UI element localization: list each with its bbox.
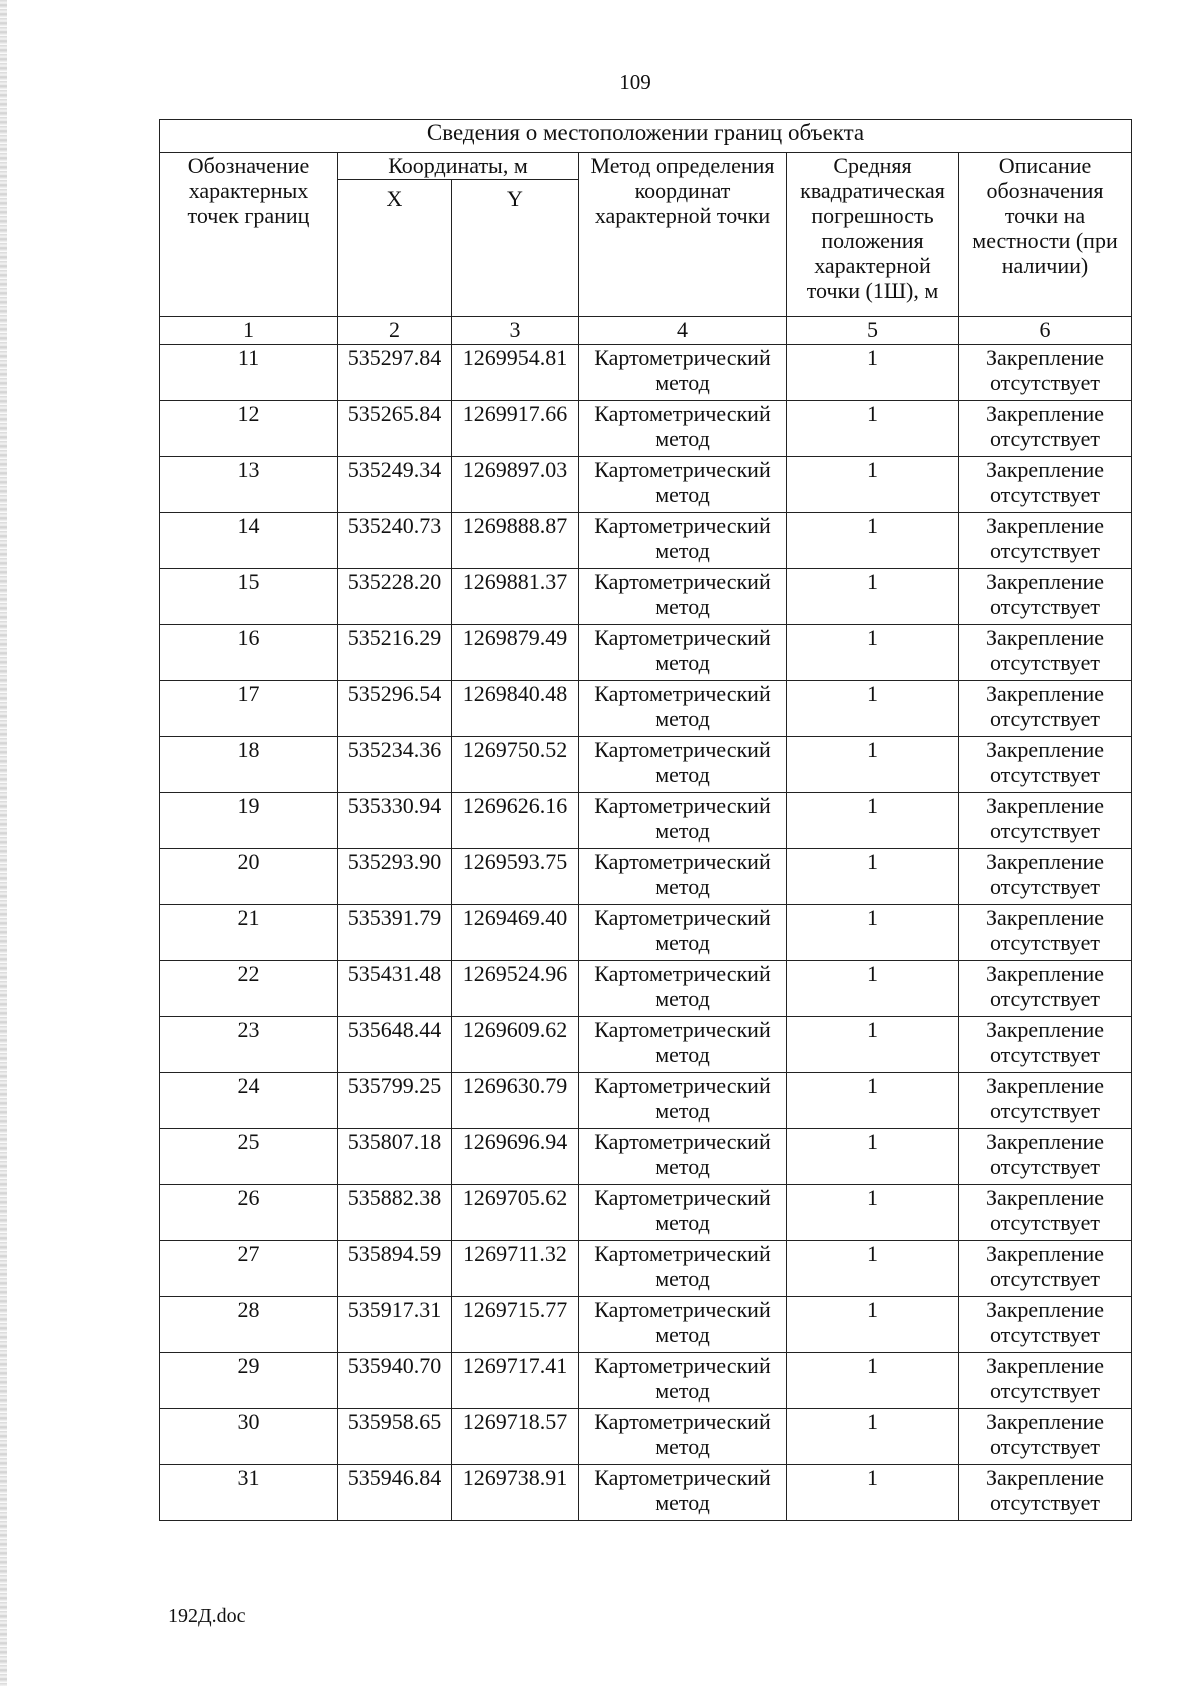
table-row [160, 1129, 1132, 1185]
point-cell: 31 [160, 1465, 338, 1521]
x-coordinate-cell: 535946.84 [338, 1465, 452, 1521]
table-row [160, 345, 1132, 401]
point-cell: 14 [160, 513, 338, 569]
error-cell: 1 [787, 1465, 959, 1521]
point-cell: 16 [160, 625, 338, 681]
description-cell: Закрепление отсутствует [959, 1073, 1132, 1129]
y-coordinate-cell: 1269593.75 [452, 849, 579, 905]
x-coordinate-cell: 535216.29 [338, 625, 452, 681]
table-row [160, 1297, 1132, 1353]
description-cell: Закрепление отсутствует [959, 1465, 1132, 1521]
column-number: 6 [959, 317, 1132, 345]
method-cell: Картометрический метод [579, 961, 787, 1017]
header-error: Средняя квадратическая погрешность положения характерной точки (1Ш), м [787, 153, 959, 317]
error-cell: 1 [787, 1353, 959, 1409]
y-coordinate-cell: 1269897.03 [452, 457, 579, 513]
point-cell: 30 [160, 1409, 338, 1465]
y-coordinate-cell: 1269717.41 [452, 1353, 579, 1409]
table-row [160, 961, 1132, 1017]
error-cell: 1 [787, 1129, 959, 1185]
method-cell: Картометрический метод [579, 1129, 787, 1185]
x-coordinate-cell: 535799.25 [338, 1073, 452, 1129]
y-coordinate-cell: 1269609.62 [452, 1017, 579, 1073]
description-cell: Закрепление отсутствует [959, 513, 1132, 569]
y-coordinate-cell: 1269954.81 [452, 345, 579, 401]
y-coordinate-cell: 1269630.79 [452, 1073, 579, 1129]
point-cell: 13 [160, 457, 338, 513]
point-cell: 17 [160, 681, 338, 737]
method-cell: Картометрический метод [579, 345, 787, 401]
description-cell: Закрепление отсутствует [959, 1017, 1132, 1073]
table-row [160, 625, 1132, 681]
x-coordinate-cell: 535807.18 [338, 1129, 452, 1185]
point-cell: 21 [160, 905, 338, 961]
description-cell: Закрепление отсутствует [959, 1129, 1132, 1185]
y-coordinate-cell: 1269696.94 [452, 1129, 579, 1185]
header-x: X [338, 180, 452, 317]
description-cell: Закрепление отсутствует [959, 793, 1132, 849]
method-cell: Картометрический метод [579, 905, 787, 961]
description-cell: Закрепление отсутствует [959, 849, 1132, 905]
error-cell: 1 [787, 513, 959, 569]
header-point: Обозначение характерных точек границ [160, 153, 338, 317]
method-cell: Картометрический метод [579, 793, 787, 849]
point-cell: 28 [160, 1297, 338, 1353]
table-row [160, 737, 1132, 793]
method-cell: Картометрический метод [579, 1353, 787, 1409]
description-cell: Закрепление отсутствует [959, 569, 1132, 625]
point-cell: 19 [160, 793, 338, 849]
error-cell: 1 [787, 1409, 959, 1465]
point-cell: 26 [160, 1185, 338, 1241]
description-cell: Закрепление отсутствует [959, 681, 1132, 737]
y-coordinate-cell: 1269888.87 [452, 513, 579, 569]
x-coordinate-cell: 535293.90 [338, 849, 452, 905]
method-cell: Картометрический метод [579, 457, 787, 513]
table-body [160, 345, 1132, 1521]
method-cell: Картометрический метод [579, 737, 787, 793]
column-number: 2 [338, 317, 452, 345]
error-cell: 1 [787, 1017, 959, 1073]
error-cell: 1 [787, 793, 959, 849]
description-cell: Закрепление отсутствует [959, 345, 1132, 401]
x-coordinate-cell: 535265.84 [338, 401, 452, 457]
x-coordinate-cell: 535958.65 [338, 1409, 452, 1465]
point-cell: 12 [160, 401, 338, 457]
header-description: Описание обозначения точки на местности (при наличии) [959, 153, 1132, 317]
x-coordinate-cell: 535297.84 [338, 345, 452, 401]
error-cell: 1 [787, 737, 959, 793]
table-row [160, 1465, 1132, 1521]
error-cell: 1 [787, 905, 959, 961]
y-coordinate-cell: 1269840.48 [452, 681, 579, 737]
y-coordinate-cell: 1269469.40 [452, 905, 579, 961]
scan-edge [0, 0, 7, 1686]
column-number: 3 [452, 317, 579, 345]
method-cell: Картометрический метод [579, 401, 787, 457]
y-coordinate-cell: 1269738.91 [452, 1465, 579, 1521]
method-cell: Картометрический метод [579, 1185, 787, 1241]
method-cell: Картометрический метод [579, 1017, 787, 1073]
description-cell: Закрепление отсутствует [959, 1297, 1132, 1353]
y-coordinate-cell: 1269715.77 [452, 1297, 579, 1353]
point-cell: 15 [160, 569, 338, 625]
x-coordinate-cell: 535940.70 [338, 1353, 452, 1409]
error-cell: 1 [787, 681, 959, 737]
point-cell: 27 [160, 1241, 338, 1297]
y-coordinate-cell: 1269879.49 [452, 625, 579, 681]
error-cell: 1 [787, 1241, 959, 1297]
error-cell: 1 [787, 569, 959, 625]
x-coordinate-cell: 535648.44 [338, 1017, 452, 1073]
description-cell: Закрепление отсутствует [959, 1241, 1132, 1297]
error-cell: 1 [787, 849, 959, 905]
table-row [160, 1017, 1132, 1073]
table-row [160, 1353, 1132, 1409]
description-cell: Закрепление отсутствует [959, 737, 1132, 793]
table-row [160, 1185, 1132, 1241]
column-number: 5 [787, 317, 959, 345]
table-row [160, 681, 1132, 737]
method-cell: Картометрический метод [579, 1241, 787, 1297]
x-coordinate-cell: 535240.73 [338, 513, 452, 569]
error-cell: 1 [787, 345, 959, 401]
y-coordinate-cell: 1269750.52 [452, 737, 579, 793]
header-method: Метод определения координат характерной точки [579, 153, 787, 317]
x-coordinate-cell: 535330.94 [338, 793, 452, 849]
point-cell: 29 [160, 1353, 338, 1409]
description-cell: Закрепление отсутствует [959, 401, 1132, 457]
point-cell: 20 [160, 849, 338, 905]
method-cell: Картометрический метод [579, 1465, 787, 1521]
header-coordinates: Координаты, м [338, 153, 579, 180]
method-cell: Картометрический метод [579, 1073, 787, 1129]
error-cell: 1 [787, 625, 959, 681]
table-row [160, 457, 1132, 513]
method-cell: Картометрический метод [579, 625, 787, 681]
y-coordinate-cell: 1269718.57 [452, 1409, 579, 1465]
page-number: 109 [619, 70, 651, 94]
x-coordinate-cell: 535391.79 [338, 905, 452, 961]
table-row [160, 1409, 1132, 1465]
header-y: Y [452, 180, 579, 317]
x-coordinate-cell: 535234.36 [338, 737, 452, 793]
point-cell: 25 [160, 1129, 338, 1185]
method-cell: Картометрический метод [579, 569, 787, 625]
x-coordinate-cell: 535228.20 [338, 569, 452, 625]
table-row [160, 401, 1132, 457]
error-cell: 1 [787, 1185, 959, 1241]
error-cell: 1 [787, 1073, 959, 1129]
error-cell: 1 [787, 457, 959, 513]
table-row [160, 513, 1132, 569]
y-coordinate-cell: 1269705.62 [452, 1185, 579, 1241]
table-row [160, 849, 1132, 905]
x-coordinate-cell: 535249.34 [338, 457, 452, 513]
file-name-footer: 192Д.doc [168, 1605, 246, 1627]
column-number: 4 [579, 317, 787, 345]
column-number-row [160, 317, 1132, 345]
description-cell: Закрепление отсутствует [959, 457, 1132, 513]
point-cell: 24 [160, 1073, 338, 1129]
method-cell: Картометрический метод [579, 1297, 787, 1353]
table-row [160, 1073, 1132, 1129]
table-row [160, 905, 1132, 961]
error-cell: 1 [787, 961, 959, 1017]
x-coordinate-cell: 535882.38 [338, 1185, 452, 1241]
table-title: Сведения о местоположении границ объекта [160, 120, 1132, 153]
y-coordinate-cell: 1269881.37 [452, 569, 579, 625]
y-coordinate-cell: 1269917.66 [452, 401, 579, 457]
boundary-table [159, 119, 1132, 1521]
y-coordinate-cell: 1269711.32 [452, 1241, 579, 1297]
x-coordinate-cell: 535894.59 [338, 1241, 452, 1297]
description-cell: Закрепление отсутствует [959, 1185, 1132, 1241]
point-cell: 22 [160, 961, 338, 1017]
description-cell: Закрепление отсутствует [959, 1409, 1132, 1465]
x-coordinate-cell: 535917.31 [338, 1297, 452, 1353]
error-cell: 1 [787, 1297, 959, 1353]
point-cell: 11 [160, 345, 338, 401]
x-coordinate-cell: 535431.48 [338, 961, 452, 1017]
description-cell: Закрепление отсутствует [959, 1353, 1132, 1409]
description-cell: Закрепление отсутствует [959, 625, 1132, 681]
method-cell: Картометрический метод [579, 1409, 787, 1465]
description-cell: Закрепление отсутствует [959, 961, 1132, 1017]
table-row [160, 793, 1132, 849]
table-row [160, 1241, 1132, 1297]
column-number: 1 [160, 317, 338, 345]
y-coordinate-cell: 1269626.16 [452, 793, 579, 849]
point-cell: 23 [160, 1017, 338, 1073]
description-cell: Закрепление отсутствует [959, 905, 1132, 961]
y-coordinate-cell: 1269524.96 [452, 961, 579, 1017]
point-cell: 18 [160, 737, 338, 793]
table-row [160, 569, 1132, 625]
method-cell: Картометрический метод [579, 513, 787, 569]
x-coordinate-cell: 535296.54 [338, 681, 452, 737]
method-cell: Картометрический метод [579, 849, 787, 905]
method-cell: Картометрический метод [579, 681, 787, 737]
error-cell: 1 [787, 401, 959, 457]
